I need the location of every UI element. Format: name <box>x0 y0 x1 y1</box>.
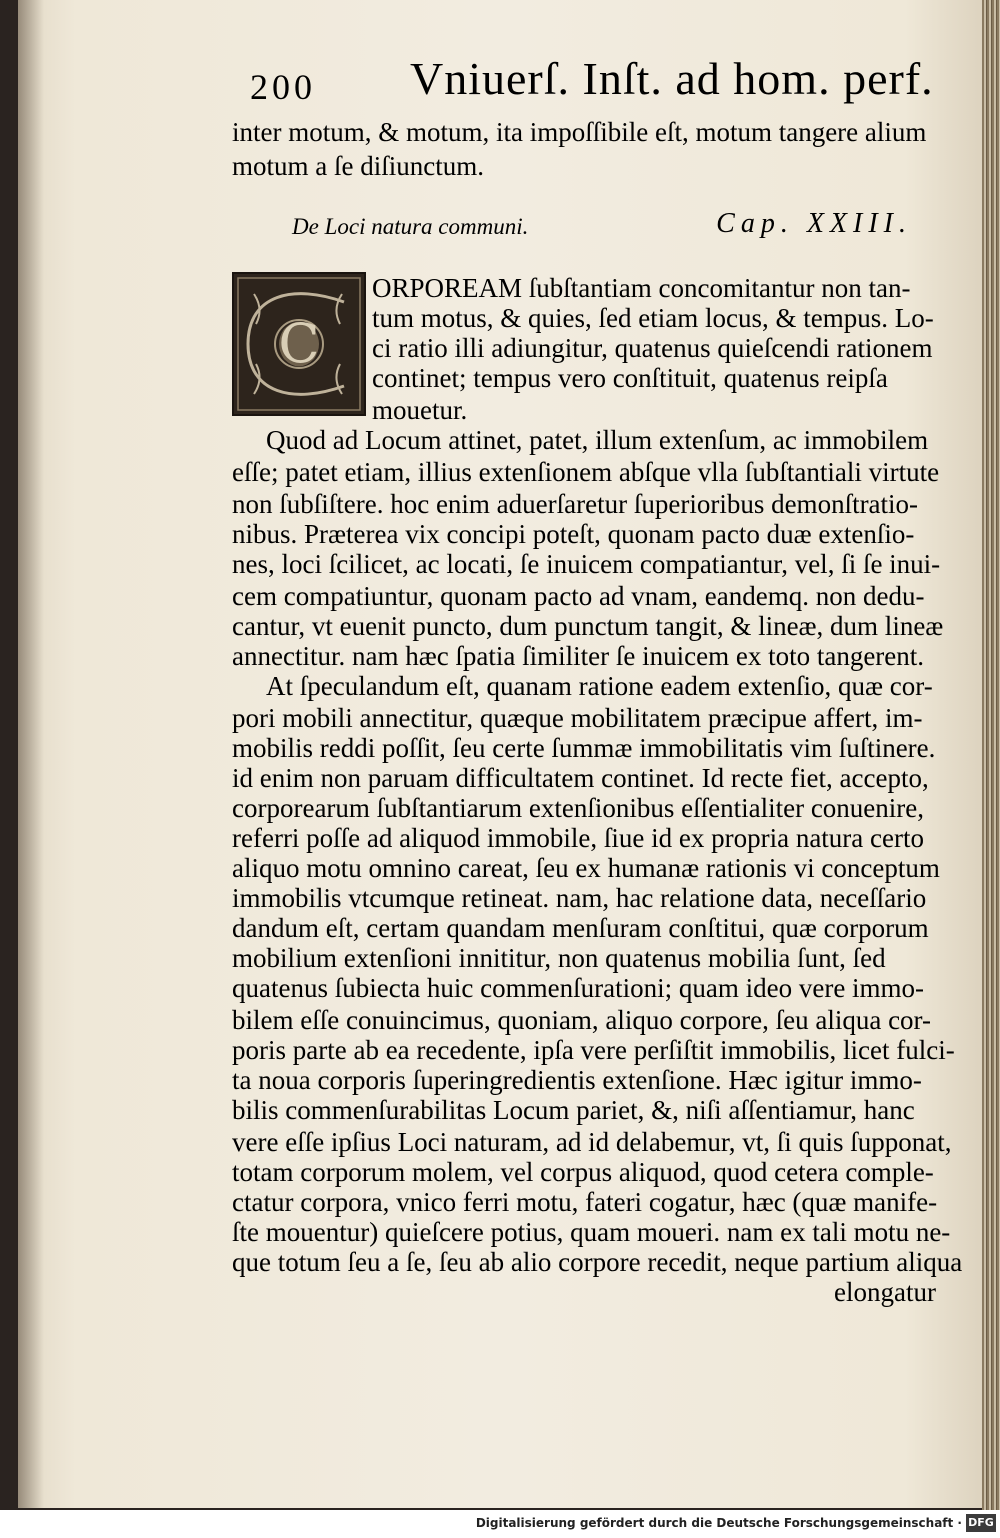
text-line: corporearum ſubſtantiarum extenſionibus eſſentialiter conuenire, <box>232 793 925 823</box>
chapter-heading <box>292 208 912 248</box>
text-line: At ſpeculandum eſt, quanam ratione eadem extenſio, quæ cor- <box>266 671 933 701</box>
text-line: nibus. Præterea vix concipi poteſt, quonam pacto duæ extenſio- <box>232 519 915 549</box>
text-line: mouetur. <box>372 395 468 425</box>
text-line: ctatur corpora, vnico ferri motu, fateri cogatur, hæc (quæ manife- <box>232 1187 938 1217</box>
text-line: id enim non paruam difficultatem continet. Id recte fiet, accepto, <box>232 763 929 793</box>
text-line: cantur, vt euenit puncto, dum punctum tangit, & lineæ, dum lineæ <box>232 611 944 641</box>
text-line: dandum eſt, certam quandam menſuram conſtitui, quæ corporum <box>232 913 929 943</box>
text-line: annectitur. nam hæc ſpatia ſimiliter ſe inuicem ex toto tangerent. <box>232 641 925 671</box>
text-line: bilem eſſe conuincimus, quoniam, aliquo corpore, ſeu aliqua cor- <box>232 1005 931 1035</box>
text-line: ſte mouentur) quieſcere potius, quam moueri. nam ex tali motu ne- <box>232 1217 951 1247</box>
text-line: referri poſſe ad aliquod immobile, ſiue id ex propria natura certo <box>232 823 924 853</box>
digitization-credit: Digitalisierung gefördert durch die Deutsche Forschungsgemeinschaft · <box>475 1516 962 1530</box>
catchword: elongatur <box>834 1277 936 1307</box>
dfg-logo: DFG <box>966 1514 996 1532</box>
text-line: motum a ſe diſiunctum. <box>232 151 484 181</box>
text-line: pori mobili annectitur, quæque mobilitatem præcipue affert, im- <box>232 703 923 733</box>
page-header <box>250 52 950 112</box>
text-line: quatenus ſubiecta huic commenſurationi; quam ideo vere immo- <box>232 973 925 1003</box>
text-line: ta noua corporis ſuperingredientis extenſione. Hæc igitur immo- <box>232 1065 922 1095</box>
text-line: cem compatiuntur, quonam pacto ad vnam, eandemq. non dedu- <box>232 581 925 611</box>
text-line: bilis commenſurabilitas Locum pariet, &, niſi aſſentiamur, hanc <box>232 1095 915 1125</box>
text-line: totam corporum molem, vel corpus aliquod, quod cetera comple- <box>232 1157 934 1187</box>
text-line: nes, loci ſcilicet, ac locati, ſe inuicem compatiantur, vel, ſi ſe inui- <box>232 549 941 579</box>
running-title: Vniuerſ. Inſt. ad hom. perf. <box>410 53 934 104</box>
page-number: 200 <box>250 67 316 107</box>
text-line: immobilis vtcumque retineat. nam, hac relatione data, neceſſario <box>232 883 927 913</box>
text-line: Quod ad Locum attinet, patet, illum extenſum, ac immobilem <box>266 425 929 455</box>
text-line: tum motus, & quies, ſed etiam locus, & tempus. Lo- <box>372 303 934 333</box>
text-line: poris parte ab ea recedente, ipſa vere perſiſtit immobilis, licet fulci- <box>232 1035 955 1065</box>
decorated-initial <box>232 272 366 416</box>
text-line: mobilium extenſioni innititur, non quatenus mobilia ſunt, ſed <box>232 943 886 973</box>
text-line: que totum ſeu a ſe, ſeu ab alio corpore recedit, neque partium aliqua <box>232 1247 963 1277</box>
chapter-number: Cap. XXIII. <box>716 208 912 239</box>
chapter-title: De Loci natura communi. <box>292 214 529 239</box>
text-line: continet; tempus vero conſtituit, quatenus reipſa <box>372 363 888 393</box>
gutter-shadow <box>18 0 44 1508</box>
text-line: ci ratio illi adiungitur, quatenus quieſcendi rationem <box>372 333 933 363</box>
text-line: aliquo motu omnino careat, ſeu ex humanæ rationis vi conceptum <box>232 853 940 883</box>
initial-letter: C <box>278 312 320 375</box>
footer-bar <box>0 1512 1000 1538</box>
text-line: vere eſſe ipſius Loci naturam, ad id delabemur, vt, ſi quis ſupponat, <box>232 1127 952 1157</box>
page-edge <box>982 0 1000 1510</box>
text-line: inter motum, & motum, ita impoſſibile eſt, motum tangere alium <box>232 117 927 147</box>
text-line: non ſubſiſtere. hoc enim aduerſaretur ſuperioribus demonſtratio- <box>232 489 919 519</box>
text-line: mobilis reddi poſſit, ſeu certe ſummæ immobilitatis vim ſuſtinere. <box>232 733 936 763</box>
text-line: eſſe; patet etiam, illius extenſionem abſque vlla ſubſtantiali virtute <box>232 457 940 487</box>
text-line: ORPOREAM ſubſtantiam concomitantur non tan- <box>372 273 911 303</box>
